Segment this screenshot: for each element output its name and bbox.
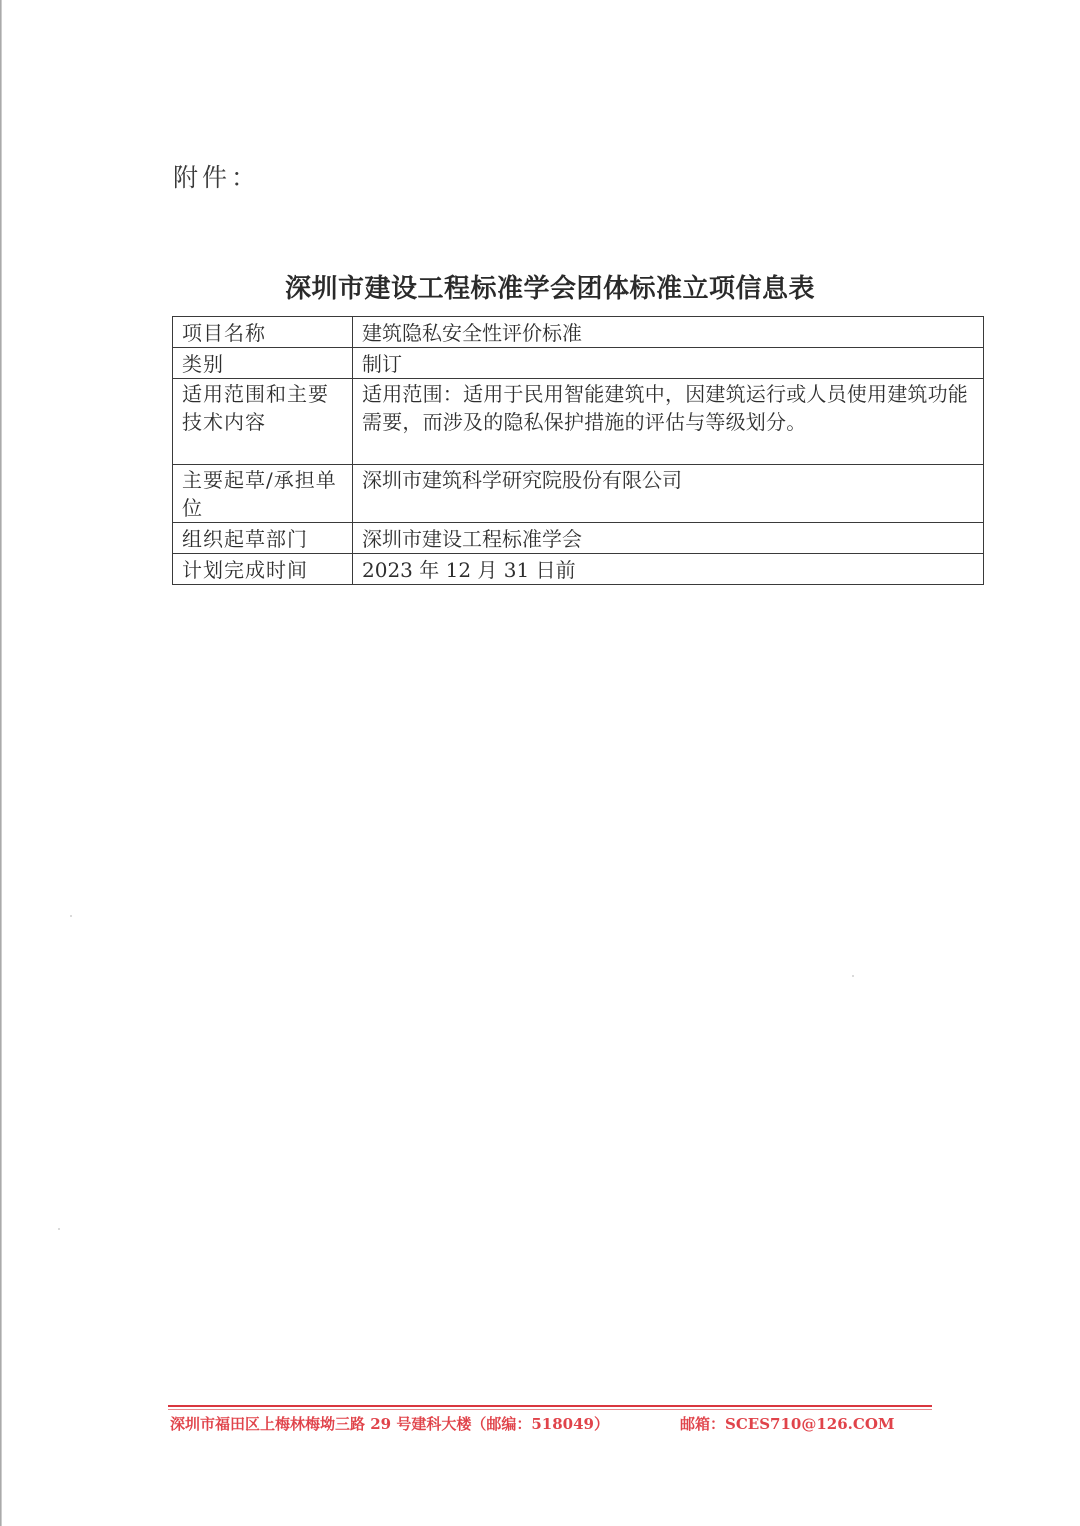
row-label-organizing-dept: 组织起草部门 <box>173 523 353 554</box>
document-title: 深圳市建设工程标准学会团体标准立项信息表 <box>284 274 815 304</box>
row-value-scope: 适用范围：适用于民用智能建筑中，因建筑运行或人员使用建筑功能需要，而涉及的隐私保护措施的评估与等级划分。 <box>353 379 984 465</box>
table-row <box>173 554 984 585</box>
row-value-drafting-unit: 深圳市建筑科学研究院股份有限公司 <box>353 465 984 523</box>
attachment-label: 附件： <box>173 163 261 192</box>
row-label-completion-time: 计划完成时间 <box>173 554 353 585</box>
table-row <box>173 348 984 379</box>
info-table <box>172 316 984 585</box>
footer-address: 深圳市福田区上梅林梅坳三路 29 号建科大楼（邮编：518049） <box>170 1415 609 1433</box>
row-value-category: 制订 <box>353 348 984 379</box>
table-row <box>173 379 984 465</box>
row-label-category: 类别 <box>173 348 353 379</box>
table-row <box>173 523 984 554</box>
scan-speck <box>70 915 72 917</box>
scan-speck <box>58 1228 60 1230</box>
row-label-drafting-unit: 主要起草/承担单位 <box>173 465 353 523</box>
row-value-organizing-dept: 深圳市建设工程标准学会 <box>353 523 984 554</box>
scan-speck <box>852 975 854 977</box>
row-value-project-name: 建筑隐私安全性评价标准 <box>353 317 984 348</box>
row-value-completion-time: 2023 年 12 月 31 日前 <box>353 554 984 585</box>
footer-divider <box>168 1405 932 1410</box>
table-row <box>173 317 984 348</box>
row-label-scope: 适用范围和主要技术内容 <box>173 379 353 465</box>
row-label-project-name: 项目名称 <box>173 317 353 348</box>
scan-edge <box>0 0 2 1526</box>
footer-email: 邮箱：SCES710@126.COM <box>680 1415 895 1433</box>
table-row <box>173 465 984 523</box>
